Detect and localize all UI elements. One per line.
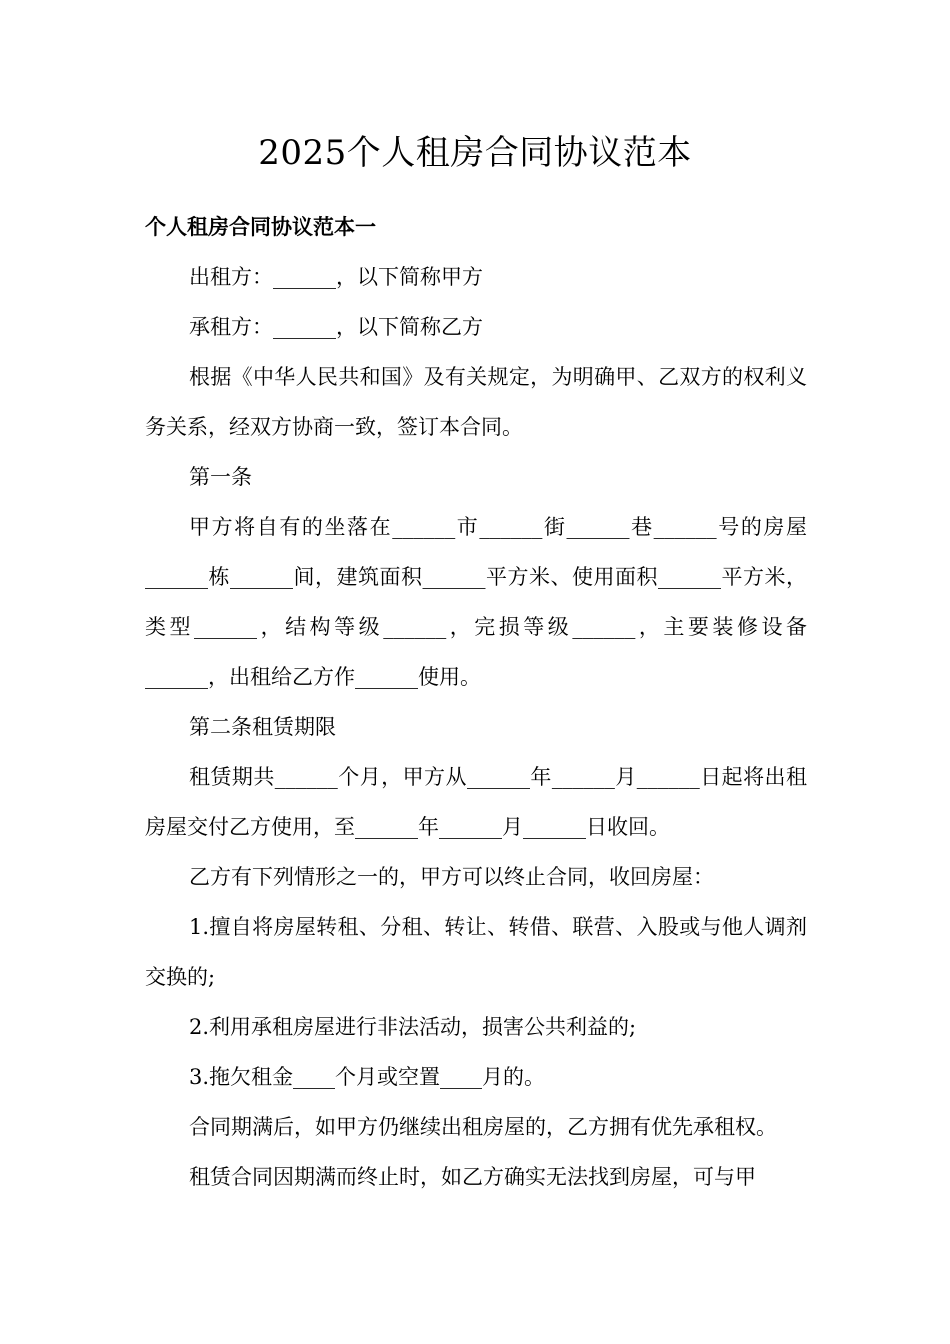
article-one-paragraph: 甲方将自有的坐落在______市______街______巷______号的房屋______栋______间，建筑面积______平方米、使用面积______平方米，类型______，结构等级______，完损等级______，主要装修设备______，出租给乙方作______使用。 [145,515,807,689]
article-two-heading: 第二条租赁期限 [189,715,336,739]
lessor-line: 出租方：______，以下简称甲方 [189,265,483,289]
priority-lease-paragraph: 合同期满后，如甲方仍继续出租房屋的，乙方拥有优先承租权。 [189,1115,777,1139]
lessee-line: 承租方：______，以下简称乙方 [189,315,483,339]
lease-term-paragraph: 租赁期共______个月，甲方从______年______月______日起将出租房屋交付乙方使用，至______年______月______日收回。 [145,765,807,839]
document-body [145,202,807,1202]
termination-intro-paragraph: 乙方有下列情形之一的，甲方可以终止合同，收回房屋： [189,865,714,889]
preamble-paragraph: 根据《中华人民共和国》及有关规定，为明确甲、乙双方的权利义务关系，经双方协商一致，签订本合同。 [145,365,807,439]
expiry-paragraph: 租赁合同因期满而终止时，如乙方确实无法找到房屋，可与甲 [189,1165,756,1189]
termination-item-2: 2.利用承租房屋进行非法活动，损害公共利益的; [189,1015,637,1039]
document-title: 2025个人租房合同协议范本 [258,133,692,173]
article-one-heading: 第一条 [189,465,252,489]
termination-item-3: 3.拖欠租金____个月或空置____月的。 [189,1065,546,1089]
section-heading: 个人租房合同协议范本一 [145,214,376,239]
termination-item-1: 1.擅自将房屋转租、分租、转让、转借、联营、入股或与他人调剂交换的; [145,915,807,989]
